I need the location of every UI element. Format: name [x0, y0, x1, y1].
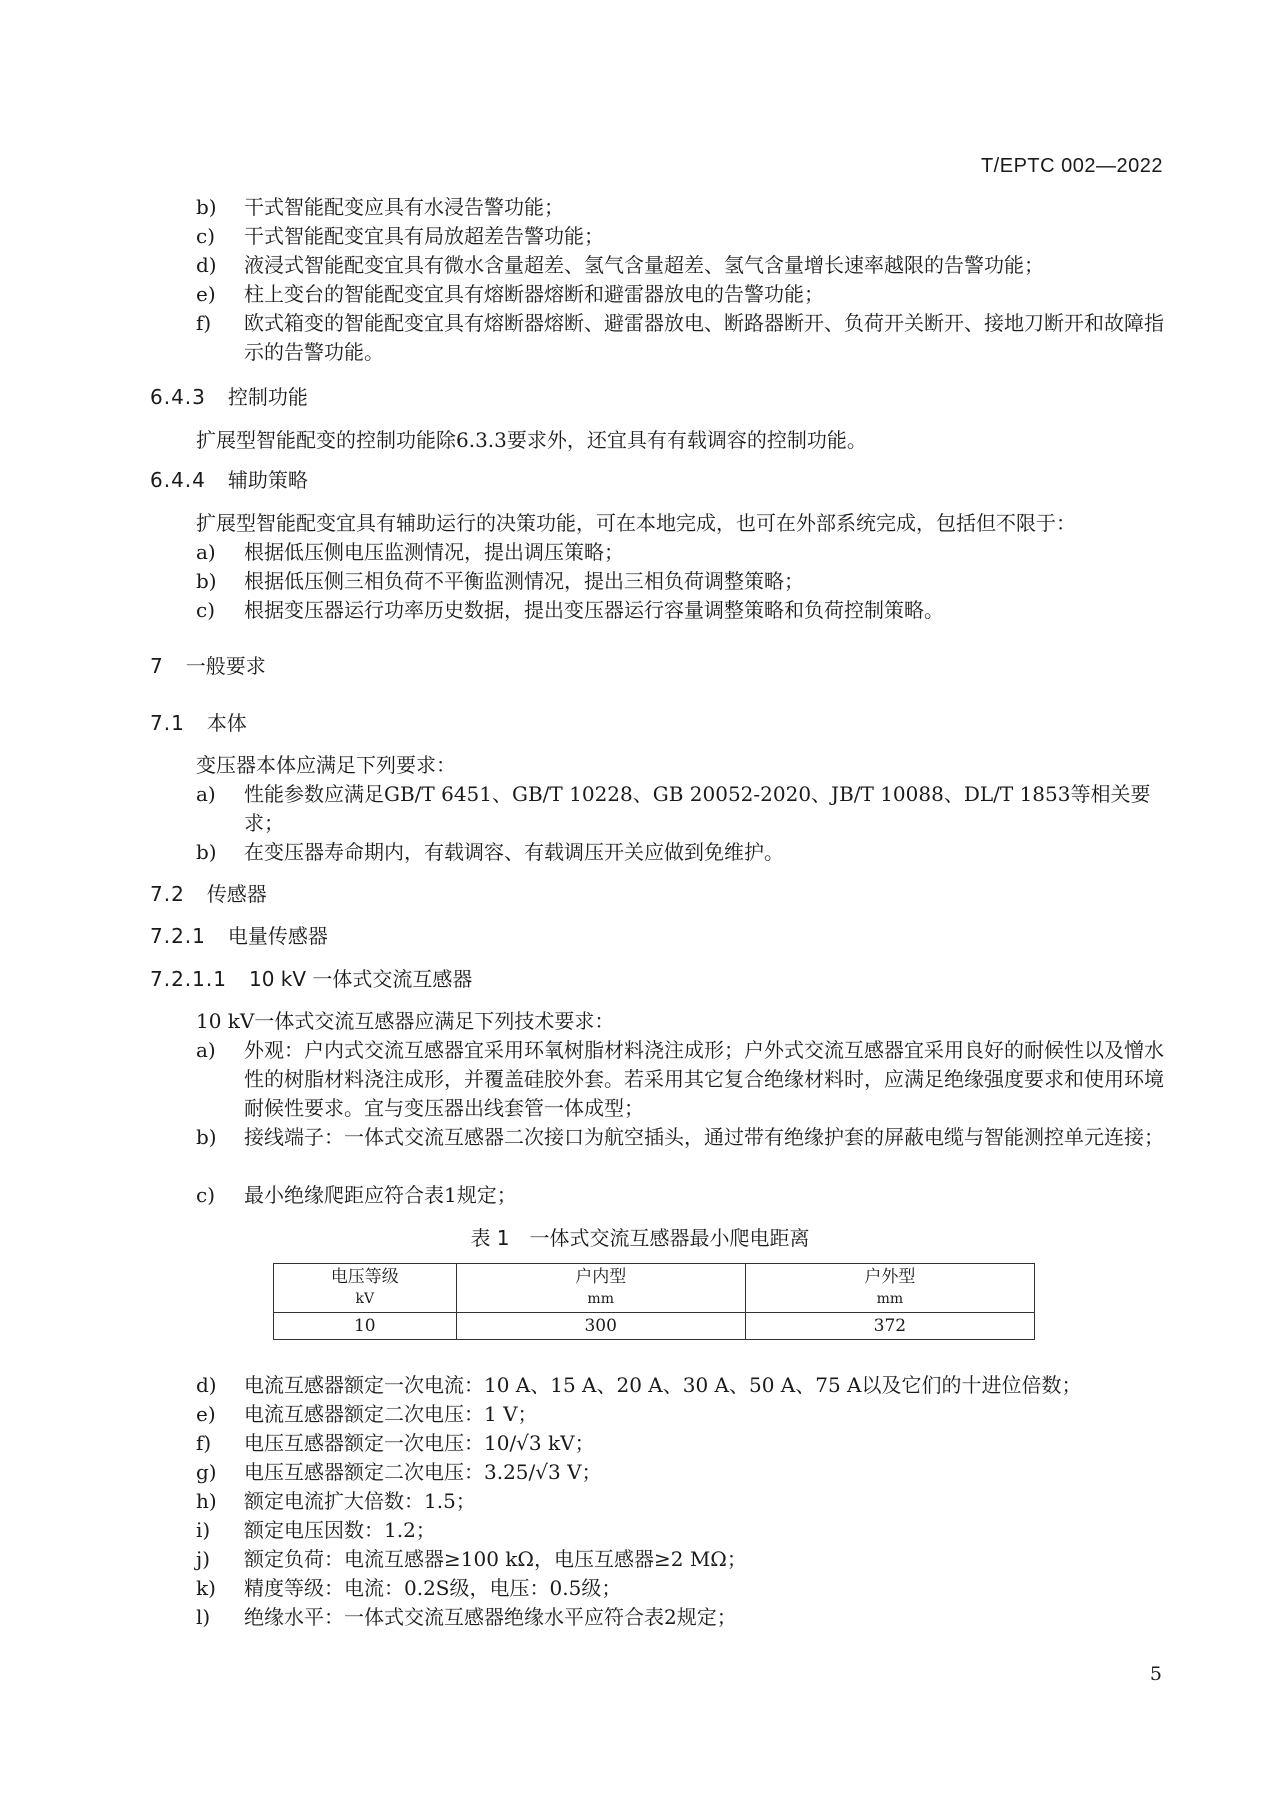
- list-item-label: b): [196, 569, 217, 593]
- section-number: 6.4.4: [150, 468, 206, 492]
- list-item-text: 根据变压器运行功率历史数据，提出变压器运行容量调整策略和负荷控制策略。: [244, 598, 944, 622]
- list-item-label: k): [196, 1576, 216, 1600]
- section-number: 7.2.1: [150, 924, 206, 948]
- header-unit: mm: [876, 1291, 904, 1307]
- section-title: 10 kV 一体式交流互感器: [248, 967, 473, 991]
- list-item-text: 液浸式智能配变宜具有微水含量超差、氢气含量超差、氢气含量增长速率越限的告警功能；: [244, 253, 1044, 277]
- list-item-label: h): [196, 1489, 217, 1513]
- list-item-label: d): [196, 1373, 217, 1397]
- list-item-text: 柱上变台的智能配变宜具有熔断器熔断和避雷器放电的告警功能；: [244, 282, 824, 306]
- list-item-text: 欧式箱变的智能配变宜具有熔断器熔断、避雷器放电、断路器断开、负荷开关断开、接地刀断开和故障指示的告警功能。: [244, 311, 1164, 364]
- list-item-label: f): [196, 311, 212, 335]
- list-item-label: l): [196, 1605, 211, 1629]
- creepage-distance-table: [273, 1263, 1035, 1340]
- table-caption: 表 1 一体式交流互感器最小爬电距离: [470, 1226, 810, 1250]
- list-item-label: b): [196, 840, 217, 864]
- list-item-text: 接线端子：一体式交流互感器二次接口为航空插头，通过带有绝缘护套的屏蔽电缆与智能测控单元连接；: [244, 1125, 1164, 1149]
- list-item-label: d): [196, 253, 217, 277]
- list-item-label: b): [196, 1125, 217, 1149]
- table-header-cell: [456, 1264, 745, 1313]
- section-number: 7.2.1.1: [150, 967, 227, 991]
- header-unit: mm: [587, 1291, 614, 1307]
- section-title: 辅助策略: [227, 468, 308, 492]
- list-item-text: 外观：户内式交流互感器宜采用环氧树脂材料浇注成形；户外式交流互感器宜采用良好的耐候性以及憎水性的树脂材料浇注成形，并覆盖硅胶外套。若采用其它复合绝缘材料时，应满足绝缘强度要求和使用环境耐候性要求。宜与变压器出线套管一体成型；: [244, 1038, 1164, 1120]
- list-item-label: i): [196, 1518, 211, 1542]
- paragraph: 变压器本体应满足下列要求：: [196, 753, 456, 777]
- list-item-text: 最小绝缘爬距应符合表1规定；: [244, 1183, 517, 1207]
- list-item-label: a): [196, 782, 216, 806]
- list-item-text: 根据低压侧电压监测情况，提出调压策略；: [244, 540, 624, 564]
- section-heading-7-2-1: [150, 922, 328, 951]
- section-heading-7-1: [150, 709, 247, 738]
- header-name: 电压等级: [330, 1267, 399, 1287]
- list-item-label: a): [196, 1038, 216, 1062]
- list-item-text: 额定电流扩大倍数：1.5；: [244, 1489, 476, 1513]
- list-item-text: 电压互感器额定一次电压：10/√3 kV；: [244, 1431, 595, 1455]
- list-item-text: 精度等级：电流：0.2S级，电压：0.5级；: [244, 1576, 622, 1600]
- list-item-label: e): [196, 282, 216, 306]
- table-cell: 372: [745, 1313, 1034, 1340]
- list-item-label: e): [196, 1402, 216, 1426]
- list-item-label: c): [196, 598, 216, 622]
- page-number: 5: [1149, 1663, 1162, 1685]
- list-item-text: 干式智能配变应具有水浸告警功能；: [244, 195, 564, 219]
- section-heading-6-4-4: [150, 466, 308, 495]
- section-number: 7.1: [150, 711, 185, 735]
- list-item-text: 在变压器寿命期内，有载调容、有载调压开关应做到免维护。: [244, 840, 784, 864]
- list-item-label: c): [196, 1183, 216, 1207]
- section-title: 本体: [206, 711, 247, 735]
- paragraph: 10 kV一体式交流互感器应满足下列技术要求：: [196, 1009, 615, 1033]
- section-title: 传感器: [206, 882, 267, 906]
- section-heading-7: [150, 652, 266, 681]
- list-item-text: 绝缘水平：一体式交流互感器绝缘水平应符合表2规定；: [244, 1605, 737, 1629]
- list-item-label: c): [196, 224, 216, 248]
- table-cell: 10: [274, 1313, 457, 1340]
- list-item-label: a): [196, 540, 216, 564]
- list-item-label: j): [196, 1547, 211, 1571]
- list-item-label: f): [196, 1431, 212, 1455]
- header-name: 户内型: [575, 1267, 627, 1287]
- list-item-text: 电压互感器额定二次电压：3.25/√3 V；: [244, 1460, 602, 1484]
- section-title: 电量传感器: [227, 924, 328, 948]
- list-item-text: 根据低压侧三相负荷不平衡监测情况，提出三相负荷调整策略；: [244, 569, 804, 593]
- list-item-text: 额定负荷：电流互感器≥100 kΩ，电压互感器≥2 MΩ；: [244, 1547, 747, 1571]
- section-title: 一般要求: [185, 654, 266, 678]
- header-unit: kV: [355, 1291, 375, 1307]
- list-item-text: 电流互感器额定一次电流：10 A、15 A、20 A、30 A、50 A、75 A以及它们的十进位倍数；: [244, 1373, 1082, 1397]
- table-row: [274, 1313, 1035, 1340]
- list-item-text: 额定电压因数：1.2；: [244, 1518, 436, 1542]
- section-number: 7: [150, 654, 164, 678]
- section-heading-6-4-3: [150, 383, 308, 412]
- section-heading-7-2-1-1: [150, 965, 472, 994]
- paragraph: 扩展型智能配变的控制功能除6.3.3要求外，还宜具有有载调容的控制功能。: [196, 428, 867, 452]
- table-cell: 300: [456, 1313, 745, 1340]
- list-item-text: 性能参数应满足GB/T 6451、GB/T 10228、GB 20052-2020、JB/T 10088、DL/T 1853等相关要求；: [244, 782, 1151, 835]
- section-number: 7.2: [150, 882, 185, 906]
- document-header: T/EPTC 002—2022: [980, 155, 1163, 177]
- paragraph: 扩展型智能配变宜具有辅助运行的决策功能，可在本地完成，也可在外部系统完成，包括但不限于：: [196, 511, 1076, 535]
- list-item-text: 电流互感器额定二次电压：1 V；: [244, 1402, 538, 1426]
- list-item-text: 干式智能配变宜具有局放超差告警功能；: [244, 224, 604, 248]
- header-name: 户外型: [864, 1267, 916, 1287]
- list-item-label: g): [196, 1460, 217, 1484]
- list-item-label: b): [196, 195, 217, 219]
- table-header-cell: [274, 1264, 457, 1313]
- table-header-cell: [745, 1264, 1034, 1313]
- section-title: 控制功能: [227, 385, 308, 409]
- section-heading-7-2: [150, 880, 267, 909]
- section-number: 6.4.3: [150, 385, 206, 409]
- table-header-row: [274, 1264, 1035, 1313]
